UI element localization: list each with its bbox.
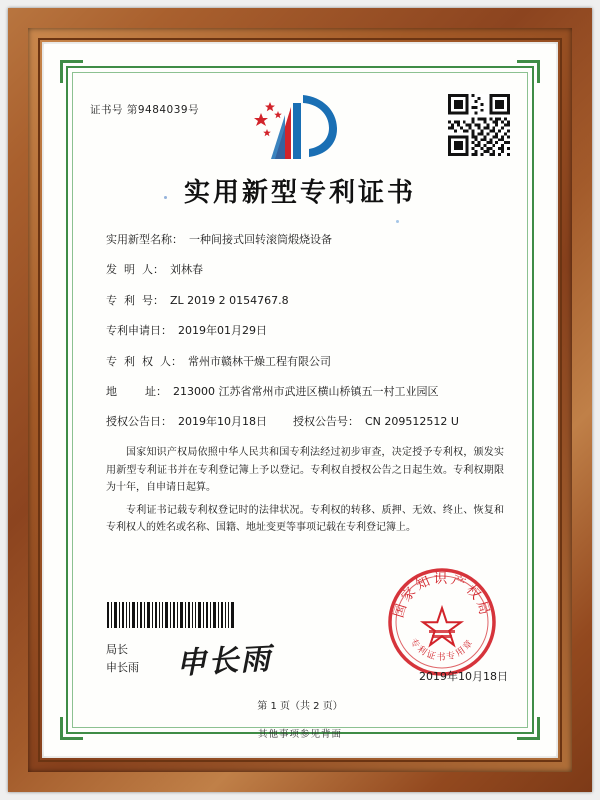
- corner-ornament-top-right: [517, 60, 540, 83]
- paragraph-2: 专利证书记载专利权登记时的法律状况。专利权的转移、质押、无效、终止、恢复和专利权人的姓名或名称、国籍、地址变更等事项记载在专利登记簿上。: [106, 504, 504, 533]
- signature-labels: [106, 641, 139, 678]
- picture-frame: [8, 8, 592, 792]
- field-value: 刘林春: [170, 263, 203, 277]
- svg-text:国家知识产权局: 国家知识产权局: [390, 571, 494, 620]
- qr-code: [448, 94, 510, 156]
- director-name: 申长雨: [106, 661, 139, 675]
- legal-text: [106, 444, 504, 542]
- cnipa-logo: [245, 89, 355, 161]
- certificate-number: 证书号 第9484039号: [90, 104, 200, 116]
- field-label: 专 利 权 人：: [106, 354, 182, 368]
- field-value-grant-publication-number: CN 209512512 U: [365, 415, 459, 429]
- field-list: [106, 230, 506, 443]
- seal-date: 2019年10月18日: [419, 670, 508, 683]
- speck: [396, 220, 399, 223]
- field-row-grant-date: [106, 412, 506, 433]
- field-label: 专 利 号：: [106, 293, 164, 307]
- field-value: 213000 江苏省常州市武进区横山桥镇五一村工业园区: [172, 384, 439, 398]
- paragraph-1: 国家知识产权局依照中华人民共和国专利法经过初步审查，决定授予专利权，颁发实用新型专利证书并在专利登记簿上予以登记。专利权自授权公告之日起生效。专利权期限为十年，自申请日起算。: [106, 447, 504, 493]
- field-row-application-date: [106, 321, 506, 342]
- field-label: 专利申请日：: [106, 324, 172, 338]
- field-label: 授权公告日：: [106, 415, 172, 429]
- field-row-patentee: [106, 352, 506, 373]
- corner-ornament-top-left: [60, 60, 83, 83]
- official-seal: [386, 566, 498, 678]
- field-value: 2019年01月29日: [178, 324, 267, 338]
- handwritten-signature: 申长雨: [175, 641, 274, 682]
- field-label: 地 址：: [106, 384, 167, 398]
- certificate-paper: [44, 44, 556, 756]
- field-row-inventor: [106, 260, 506, 281]
- field-label: 实用新型名称：: [106, 233, 183, 246]
- barcode: [106, 602, 236, 628]
- page-indicator: 第 1 页（共 2 页）: [257, 701, 343, 712]
- svg-text:专利证书专用章: 专利证书专用章: [407, 637, 477, 663]
- page-title: 实用新型专利证书: [183, 178, 416, 208]
- director-label: 局长: [106, 642, 128, 656]
- field-value: 2019年10月18日: [178, 415, 267, 429]
- field-row-name: [106, 230, 506, 251]
- field-row-patent-number: [106, 291, 506, 312]
- field-label-grant-publication-number: 授权公告号：: [293, 415, 359, 429]
- field-value: 常州市赣林干燥工程有限公司: [187, 354, 331, 368]
- footnote: 其他事项参见背面: [257, 729, 342, 740]
- field-value: ZL 2019 2 0154767.8: [170, 293, 289, 307]
- field-label: 发 明 人：: [106, 263, 164, 277]
- field-value: 一种间接式回转滚筒煅烧设备: [189, 233, 332, 246]
- field-row-address: [106, 382, 506, 403]
